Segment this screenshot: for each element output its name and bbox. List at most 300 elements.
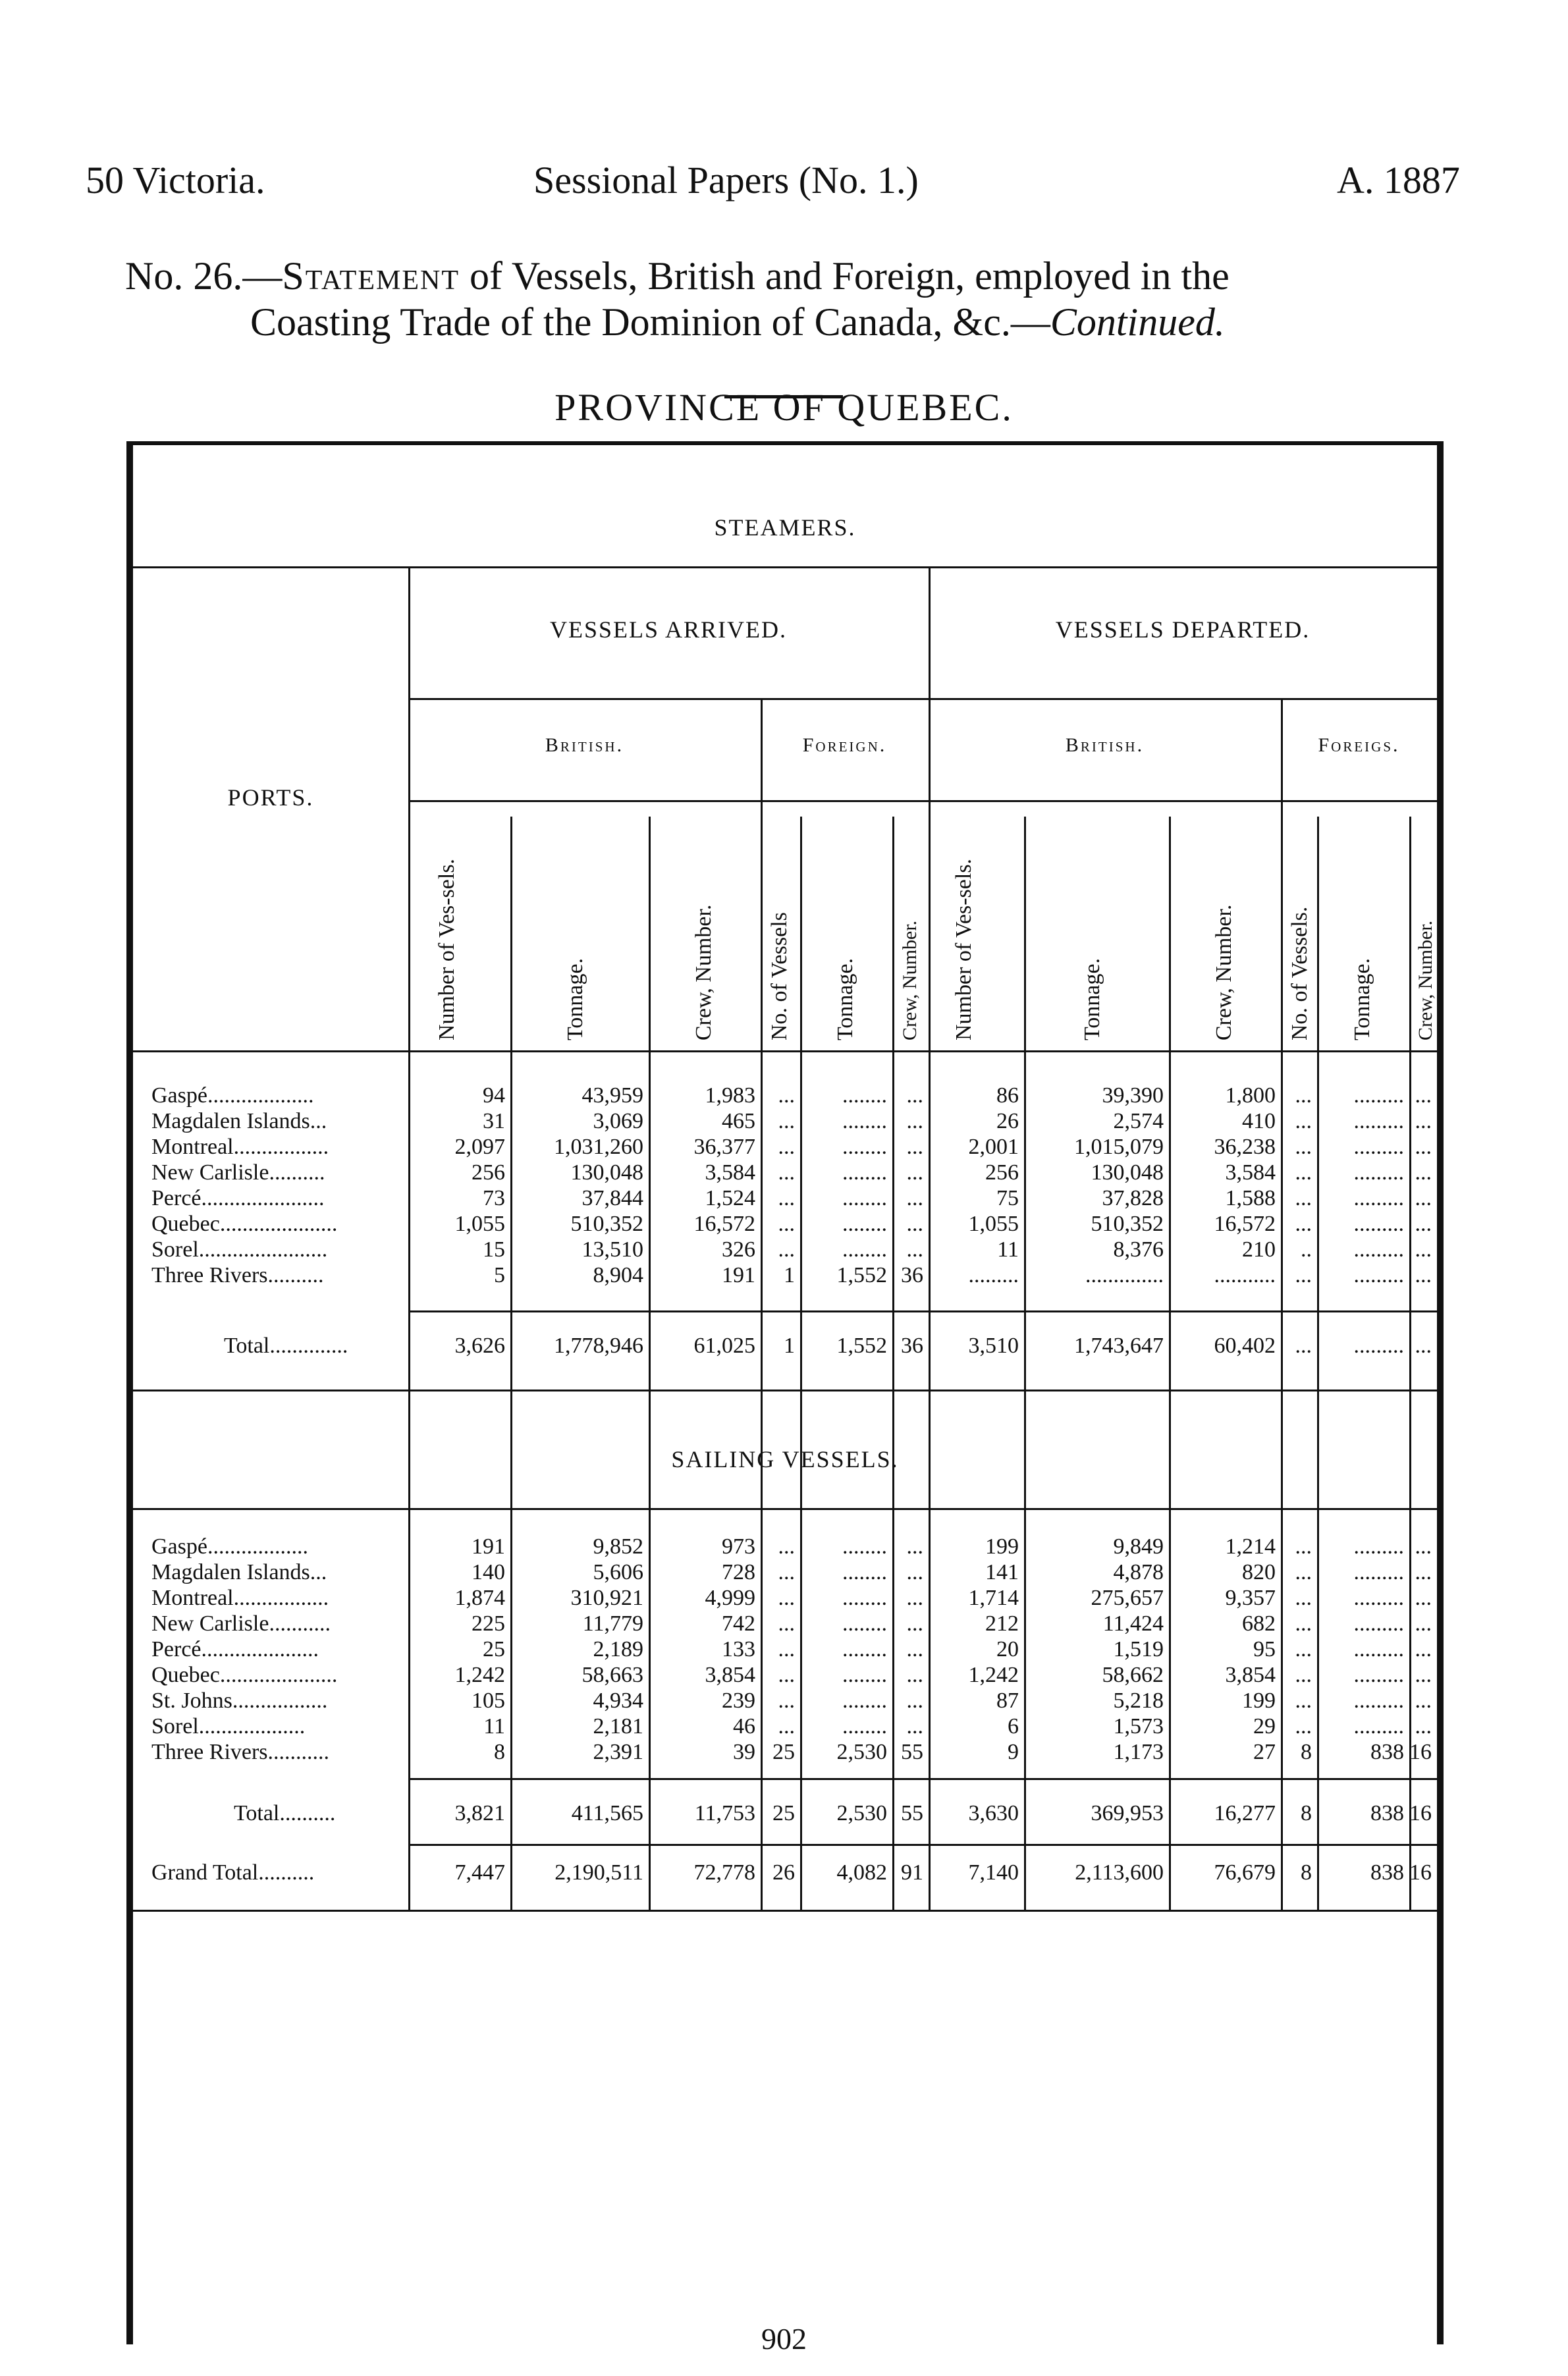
sailing-row-1-df-num: ... xyxy=(1295,1560,1312,1584)
sailing-row-3-d-ton: 11,424 xyxy=(1102,1611,1164,1636)
steamer-row-0-df-ton: ......... xyxy=(1353,1083,1404,1108)
sailing-total-row-df-num: 8 xyxy=(1301,1801,1312,1825)
title-number: No. 26.— xyxy=(125,254,283,298)
sailing-row-1-d-crew: 820 xyxy=(1242,1560,1276,1584)
sailing-row-1-d-ton: 4,878 xyxy=(1113,1560,1164,1584)
sailing-total-row-df-crew: 16 xyxy=(1409,1801,1432,1825)
steamer-row-0-a-num: 94 xyxy=(483,1083,505,1108)
sailing-row-2-d-ton: 275,657 xyxy=(1091,1586,1164,1610)
grand-total-row-df-num: 8 xyxy=(1301,1860,1312,1885)
steamer-row-1-d-num: 26 xyxy=(996,1109,1019,1133)
steamer-row-6-af-ton: ........ xyxy=(842,1237,887,1262)
title-statement: Statement xyxy=(282,254,460,298)
port-name: Quebec xyxy=(151,1212,220,1236)
steamer-row-7-df-crew: ... xyxy=(1415,1263,1432,1287)
steamer-row-4-a-num: 73 xyxy=(483,1186,505,1210)
sailing-row-5-df-crew: ... xyxy=(1415,1663,1432,1687)
steamer-row-1-a-num: 31 xyxy=(483,1109,505,1133)
sailing-row-3-a-ton: 11,779 xyxy=(582,1611,643,1636)
sailing-row-5-af-ton: ........ xyxy=(842,1663,887,1687)
steamer-row-2-df-ton: ......... xyxy=(1353,1135,1404,1159)
steamer-row-7-a-crew: 191 xyxy=(722,1263,755,1287)
steamer-row-1-af-crew: ... xyxy=(906,1109,923,1133)
sailing-sum-rule xyxy=(408,1778,1437,1780)
steamer-row-1-df-crew: ... xyxy=(1415,1109,1432,1133)
sailing-row-5-a-crew: 3,854 xyxy=(705,1663,755,1687)
sailing-row-4-df-num: ... xyxy=(1295,1637,1312,1661)
sailing-row-7-a-ton: 2,181 xyxy=(593,1714,643,1739)
sailing-row-0-d-ton: 9,849 xyxy=(1113,1534,1164,1559)
steamer-row-3-af-crew: ... xyxy=(906,1160,923,1185)
port-name: St. Johns xyxy=(151,1688,232,1713)
grand-total-row-df-crew: 16 xyxy=(1409,1860,1432,1885)
sailing-row-8-df-num: 8 xyxy=(1301,1740,1312,1764)
steamer-row-6-af-num: ... xyxy=(778,1237,795,1262)
arrived-tonnage-header: Tonnage. xyxy=(563,958,587,1040)
sailing-row-2-df-num: ... xyxy=(1295,1586,1312,1610)
port-name: Percé xyxy=(151,1637,202,1661)
sailing-row-6-af-ton: ........ xyxy=(842,1688,887,1713)
port-leader-dots: ..................... xyxy=(219,1663,338,1687)
steamer-row-2-af-num: ... xyxy=(778,1135,795,1159)
sailing-row-4-af-num: ... xyxy=(778,1637,795,1661)
port-leader-dots: ................. xyxy=(232,1688,328,1713)
steamer-row-1-af-ton: ........ xyxy=(842,1109,887,1133)
steamers-total-row-df-ton: ......... xyxy=(1353,1334,1404,1358)
departed-number-header: Number of Ves-sels. xyxy=(952,858,976,1040)
steamer-row-4-af-num: ... xyxy=(778,1186,795,1210)
port-name: Total xyxy=(224,1334,270,1358)
steamer-row-1-a-crew: 465 xyxy=(722,1109,755,1133)
steamer-row-7-af-ton: 1,552 xyxy=(836,1263,887,1287)
sailing-total-row-a-ton: 411,565 xyxy=(571,1801,643,1825)
steamer-row-3-df-ton: ......... xyxy=(1353,1160,1404,1185)
steamer-row-3-af-num: ... xyxy=(778,1160,795,1185)
sailing-row-7-df-num: ... xyxy=(1295,1714,1312,1739)
sailing-row-5-df-ton: ......... xyxy=(1353,1663,1404,1687)
steamer-row-3-d-num: 256 xyxy=(985,1160,1019,1185)
sailing-row-7-df-crew: ... xyxy=(1415,1714,1432,1739)
steamer-row-6-d-ton: 8,376 xyxy=(1113,1237,1164,1262)
steamer-row-7-d-crew: ........... xyxy=(1214,1263,1276,1287)
steamer-row-7-d-num: ......... xyxy=(968,1263,1019,1287)
steamers-total-row-a-crew: 61,025 xyxy=(693,1334,755,1358)
port-leader-dots: ....................... xyxy=(198,1237,328,1262)
steamer-row-6-df-ton: ......... xyxy=(1353,1237,1404,1262)
sailing-row-4-port xyxy=(151,1637,319,1662)
sailing-row-3-d-num: 212 xyxy=(985,1611,1019,1636)
port-leader-dots: .................. xyxy=(207,1534,308,1559)
steamer-row-3-df-crew: ... xyxy=(1415,1160,1432,1185)
title-line1-rest: of Vessels, British and Foreign, employed in the xyxy=(459,254,1230,298)
sailing-row-4-a-num: 25 xyxy=(483,1637,505,1661)
steamer-row-4-a-ton: 37,844 xyxy=(581,1186,643,1210)
grand-total-row-d-ton: 2,113,600 xyxy=(1075,1860,1164,1885)
steamers-total-row-df-crew: ... xyxy=(1415,1334,1432,1358)
sailing-row-4-af-crew: ... xyxy=(906,1637,923,1661)
steamer-row-5-d-num: 1,055 xyxy=(968,1212,1019,1236)
sailing-row-1-df-crew: ... xyxy=(1415,1560,1432,1584)
port-name: Three Rivers xyxy=(151,1740,268,1764)
port-leader-dots: .......... xyxy=(258,1860,315,1885)
steamer-row-4-port xyxy=(151,1186,325,1211)
header-bottom-rule xyxy=(133,1050,1437,1052)
steamer-row-3-a-ton: 130,048 xyxy=(570,1160,643,1185)
steamer-row-4-d-ton: 37,828 xyxy=(1102,1186,1164,1210)
sailing-row-1-af-num: ... xyxy=(778,1560,795,1584)
steamers-total-row-af-ton: 1,552 xyxy=(836,1334,887,1358)
sailing-row-7-a-num: 11 xyxy=(483,1714,505,1739)
steamer-row-3-df-num: ... xyxy=(1295,1160,1312,1185)
grand-total-row-af-ton: 4,082 xyxy=(836,1860,887,1885)
sailing-row-0-port xyxy=(151,1534,308,1559)
steamer-row-4-d-num: 75 xyxy=(996,1186,1019,1210)
departed-heading: VESSELS DEPARTED. xyxy=(1055,616,1311,643)
sailing-row-6-a-ton: 4,934 xyxy=(593,1688,643,1713)
port-name: Magdalen Islands xyxy=(151,1109,310,1133)
port-name: Grand Total xyxy=(151,1860,259,1885)
steamer-row-3-af-ton: ........ xyxy=(842,1160,887,1185)
steamer-row-0-d-num: 86 xyxy=(996,1083,1019,1108)
steamer-row-0-df-crew: ... xyxy=(1415,1083,1432,1108)
sailing-row-5-af-crew: ... xyxy=(906,1663,923,1687)
sailing-row-4-d-num: 20 xyxy=(996,1637,1019,1661)
port-leader-dots: ........... xyxy=(269,1611,331,1636)
header-papers: Sessional Papers (No. 1.) xyxy=(533,159,919,202)
sailing-total-row-af-ton: 2,530 xyxy=(836,1801,887,1825)
sailing-row-3-af-crew: ... xyxy=(906,1611,923,1636)
arrived-crew-header: Crew, Number. xyxy=(691,904,716,1040)
port-leader-dots: ...................... xyxy=(201,1186,325,1210)
steamer-row-6-df-num: .. xyxy=(1301,1237,1312,1262)
sailing-row-6-df-ton: ......... xyxy=(1353,1688,1404,1713)
steamer-row-0-af-num: ... xyxy=(778,1083,795,1108)
sailing-row-0-df-num: ... xyxy=(1295,1534,1312,1559)
sailing-total-row-a-num: 3,821 xyxy=(454,1801,505,1825)
steamer-row-2-d-ton: 1,015,079 xyxy=(1074,1135,1164,1159)
steamer-row-5-af-crew: ... xyxy=(906,1212,923,1236)
sailing-row-4-df-crew: ... xyxy=(1415,1637,1432,1661)
steamer-row-4-df-num: ... xyxy=(1295,1186,1312,1210)
steamers-total-row-d-num: 3,510 xyxy=(968,1334,1019,1358)
sailing-row-3-af-num: ... xyxy=(778,1611,795,1636)
steamer-row-2-df-num: ... xyxy=(1295,1135,1312,1159)
british-departed-heading: British. xyxy=(1065,734,1145,756)
sailing-row-7-af-num: ... xyxy=(778,1714,795,1739)
steamer-row-6-a-crew: 326 xyxy=(722,1237,755,1262)
grand-total-row-af-num: 26 xyxy=(772,1860,795,1885)
sailing-row-0-d-num: 199 xyxy=(985,1534,1019,1559)
foreign-arrived-heading: Foreign. xyxy=(802,734,887,756)
port-leader-dots: .............. xyxy=(269,1334,348,1358)
sailing-row-8-af-crew: 55 xyxy=(901,1740,923,1764)
sailing-row-5-df-num: ... xyxy=(1295,1663,1312,1687)
steamer-row-4-df-ton: ......... xyxy=(1353,1186,1404,1210)
sailing-row-2-port xyxy=(151,1586,329,1611)
grand-total-row-a-num: 7,447 xyxy=(454,1860,505,1885)
sailing-row-4-d-ton: 1,519 xyxy=(1113,1637,1164,1661)
steamers-total-row-d-crew: 60,402 xyxy=(1214,1334,1276,1358)
departed-foreign-tonnage-header: Tonnage. xyxy=(1350,958,1374,1040)
steamer-row-4-af-crew: ... xyxy=(906,1186,923,1210)
port-name: Quebec xyxy=(151,1663,220,1687)
title-line-1 xyxy=(125,254,1230,299)
sailing-row-7-af-ton: ........ xyxy=(842,1714,887,1739)
port-name: Montreal xyxy=(151,1135,234,1159)
port-leader-dots: .......... xyxy=(267,1263,324,1287)
sailing-row-1-df-ton: ......... xyxy=(1353,1560,1404,1584)
steamer-row-7-af-crew: 36 xyxy=(901,1263,923,1287)
port-name: New Carlisle xyxy=(151,1611,269,1636)
sailing-row-8-af-num: 25 xyxy=(772,1740,795,1764)
port-name: Montreal xyxy=(151,1586,234,1610)
steamers-total-row-a-ton: 1,778,946 xyxy=(554,1334,643,1358)
steamer-row-1-af-num: ... xyxy=(778,1109,795,1133)
sailing-row-2-df-ton: ......... xyxy=(1353,1586,1404,1610)
port-leader-dots: ................. xyxy=(233,1135,329,1159)
steamer-row-7-d-ton: .............. xyxy=(1085,1263,1164,1287)
port-name: Gaspé xyxy=(151,1534,207,1559)
port-name: Total xyxy=(234,1801,280,1825)
steamer-row-4-df-crew: ... xyxy=(1415,1186,1432,1210)
sailing-row-8-af-ton: 2,530 xyxy=(836,1740,887,1764)
sailing-row-3-port xyxy=(151,1611,331,1636)
steamer-row-6-df-crew: ... xyxy=(1415,1237,1432,1262)
sailing-row-2-af-crew: ... xyxy=(906,1586,923,1610)
grand-total-row-d-num: 7,140 xyxy=(968,1860,1019,1885)
departed-tonnage-header: Tonnage. xyxy=(1080,958,1104,1040)
sailing-row-6-a-crew: 239 xyxy=(722,1688,755,1713)
table-frame xyxy=(126,441,1444,2344)
port-name: New Carlisle xyxy=(151,1160,269,1185)
header-session: 50 Victoria. xyxy=(86,159,265,202)
sailing-row-1-af-ton: ........ xyxy=(842,1560,887,1584)
arrived-foreign-tonnage-header: Tonnage. xyxy=(833,958,857,1040)
sailing-row-0-af-num: ... xyxy=(778,1534,795,1559)
sailing-row-6-d-num: 87 xyxy=(996,1688,1019,1713)
sailing-row-0-af-crew: ... xyxy=(906,1534,923,1559)
sailing-row-2-d-num: 1,714 xyxy=(968,1586,1019,1610)
steamer-row-1-a-ton: 3,069 xyxy=(593,1109,643,1133)
port-leader-dots: .......... xyxy=(269,1160,325,1185)
sailing-row-0-a-num: 191 xyxy=(472,1534,505,1559)
sailing-row-0-af-ton: ........ xyxy=(842,1534,887,1559)
sailing-row-3-a-crew: 742 xyxy=(722,1611,755,1636)
steamer-row-3-d-crew: 3,584 xyxy=(1225,1160,1276,1185)
sailing-row-1-a-ton: 5,606 xyxy=(593,1560,643,1584)
sailing-row-8-a-ton: 2,391 xyxy=(593,1740,643,1764)
steamer-row-0-d-crew: 1,800 xyxy=(1225,1083,1276,1108)
port-leader-dots: .......... xyxy=(279,1801,336,1825)
sailing-row-1-a-crew: 728 xyxy=(722,1560,755,1584)
sailing-row-4-af-ton: ........ xyxy=(842,1637,887,1661)
sailing-row-1-port xyxy=(151,1560,327,1585)
steamer-row-5-d-crew: 16,572 xyxy=(1214,1212,1276,1236)
steamer-row-4-d-crew: 1,588 xyxy=(1225,1186,1276,1210)
sailing-row-3-df-num: ... xyxy=(1295,1611,1312,1636)
sailing-row-8-df-crew: 16 xyxy=(1409,1740,1432,1764)
steamer-row-3-d-ton: 130,048 xyxy=(1091,1160,1164,1185)
steamer-row-7-a-ton: 8,904 xyxy=(593,1263,643,1287)
sailing-row-7-d-ton: 1,573 xyxy=(1113,1714,1164,1739)
sailing-row-6-a-num: 105 xyxy=(472,1688,505,1713)
ports-heading: PORTS. xyxy=(227,784,314,811)
steamer-row-5-port xyxy=(151,1212,337,1237)
sailing-row-6-port xyxy=(151,1688,327,1714)
steamer-row-7-df-num: ... xyxy=(1295,1263,1312,1287)
steamer-row-0-port xyxy=(151,1083,313,1108)
title-line2-main: Coasting Trade of the Dominion of Canada, &c.— xyxy=(250,300,1050,344)
sailing-row-4-df-ton: ......... xyxy=(1353,1637,1404,1661)
steamer-row-5-a-ton: 510,352 xyxy=(570,1212,643,1236)
sailing-total-row-d-ton: 369,953 xyxy=(1091,1801,1164,1825)
steamer-row-6-port xyxy=(151,1237,327,1262)
sailing-row-7-a-crew: 46 xyxy=(733,1714,755,1739)
steamer-row-5-df-ton: ......... xyxy=(1353,1212,1404,1236)
sailing-row-6-d-crew: 199 xyxy=(1242,1688,1276,1713)
steamers-total-row-af-crew: 36 xyxy=(901,1334,923,1358)
steamers-total-row-port xyxy=(224,1334,348,1359)
foreign-departed-heading: Foreigs. xyxy=(1318,734,1400,756)
steamer-row-3-port xyxy=(151,1160,325,1185)
arrived-foreign-no-header: No. of Vessels xyxy=(767,912,792,1040)
sailing-row-8-d-ton: 1,173 xyxy=(1113,1740,1164,1764)
sailing-row-1-a-num: 140 xyxy=(472,1560,505,1584)
sailing-row-7-df-ton: ......... xyxy=(1353,1714,1404,1739)
steamer-row-0-a-crew: 1,983 xyxy=(705,1083,755,1108)
steamer-row-5-df-crew: ... xyxy=(1415,1212,1432,1236)
port-leader-dots: ................. xyxy=(233,1586,329,1610)
grand-total-rule xyxy=(408,1844,1437,1846)
steamers-sum-rule xyxy=(408,1310,1437,1312)
steamer-row-4-af-ton: ........ xyxy=(842,1186,887,1210)
sailing-row-2-df-crew: ... xyxy=(1415,1586,1432,1610)
steamers-total-row-a-num: 3,626 xyxy=(454,1334,505,1358)
sailing-total-row-df-ton: 838 xyxy=(1370,1801,1404,1825)
sailing-row-6-af-num: ... xyxy=(778,1688,795,1713)
steamer-row-2-a-crew: 36,377 xyxy=(693,1135,755,1159)
arrived-heading: VESSELS ARRIVED. xyxy=(549,616,788,643)
sailing-row-6-df-num: ... xyxy=(1295,1688,1312,1713)
steamer-row-2-d-num: 2,001 xyxy=(968,1135,1019,1159)
sailing-row-0-df-ton: ......... xyxy=(1353,1534,1404,1559)
sailing-row-2-a-crew: 4,999 xyxy=(705,1586,755,1610)
sailing-row-5-d-crew: 3,854 xyxy=(1225,1663,1276,1687)
port-leader-dots: ..................... xyxy=(201,1637,319,1661)
sailing-row-0-a-crew: 973 xyxy=(722,1534,755,1559)
steamer-row-0-d-ton: 39,390 xyxy=(1102,1083,1164,1108)
sailing-total-row-af-crew: 55 xyxy=(901,1801,923,1825)
grand-total-row-port xyxy=(151,1860,314,1885)
steamer-row-1-df-ton: ......... xyxy=(1353,1109,1404,1133)
steamer-row-1-d-crew: 410 xyxy=(1242,1109,1276,1133)
steamer-row-2-af-ton: ........ xyxy=(842,1135,887,1159)
steamer-row-2-af-crew: ... xyxy=(906,1135,923,1159)
steamer-row-2-a-num: 2,097 xyxy=(454,1135,505,1159)
steamer-row-6-a-num: 15 xyxy=(483,1237,505,1262)
steamers-heading: STEAMERS. xyxy=(714,514,856,541)
sailing-row-2-a-num: 1,874 xyxy=(454,1586,505,1610)
steamers-total-row-d-ton: 1,743,647 xyxy=(1074,1334,1164,1358)
port-leader-dots: ........... xyxy=(267,1740,330,1764)
steamer-row-1-port xyxy=(151,1109,327,1134)
port-name: Sorel xyxy=(151,1237,199,1262)
page-number: 902 xyxy=(761,2322,807,2356)
steamer-row-0-af-crew: ... xyxy=(906,1083,923,1108)
port-leader-dots: ... xyxy=(310,1109,327,1133)
sailing-row-7-af-crew: ... xyxy=(906,1714,923,1739)
sailing-row-2-af-ton: ........ xyxy=(842,1586,887,1610)
port-name: Sorel xyxy=(151,1714,199,1739)
sailing-row-5-af-num: ... xyxy=(778,1663,795,1687)
sailing-row-7-d-crew: 29 xyxy=(1253,1714,1276,1739)
sailing-row-3-df-crew: ... xyxy=(1415,1611,1432,1636)
sailing-row-8-d-crew: 27 xyxy=(1253,1740,1276,1764)
sailing-row-4-d-crew: 95 xyxy=(1253,1637,1276,1661)
sailing-row-0-d-crew: 1,214 xyxy=(1225,1534,1276,1559)
sailing-rule xyxy=(133,1508,1437,1510)
port-name: Magdalen Islands xyxy=(151,1560,310,1584)
title-line2-italic: Continued. xyxy=(1050,300,1225,344)
sailing-row-3-df-ton: ......... xyxy=(1353,1611,1404,1636)
port-name: Percé xyxy=(151,1186,202,1210)
province-heading: PROVINCE OF QUEBEC. xyxy=(554,386,1014,429)
sailing-row-2-d-crew: 9,357 xyxy=(1225,1586,1276,1610)
steamer-row-3-a-crew: 3,584 xyxy=(705,1160,755,1185)
arrived-foreign-crew-header: Crew, Number. xyxy=(899,920,921,1040)
sailing-row-1-d-num: 141 xyxy=(985,1560,1019,1584)
steamer-row-6-d-crew: 210 xyxy=(1242,1237,1276,1262)
grand-total-row-a-ton: 2,190,511 xyxy=(554,1860,643,1885)
sailing-row-7-port xyxy=(151,1714,305,1739)
steamer-row-2-d-crew: 36,238 xyxy=(1214,1135,1276,1159)
departed-crew-header: Crew, Number. xyxy=(1212,904,1236,1040)
steamer-row-4-a-crew: 1,524 xyxy=(705,1186,755,1210)
british-arrived-heading: British. xyxy=(545,734,624,756)
steamer-row-5-a-num: 1,055 xyxy=(454,1212,505,1236)
departed-foreign-crew-header: Crew, Number. xyxy=(1415,920,1436,1040)
sailing-row-3-af-ton: ........ xyxy=(842,1611,887,1636)
steamer-row-2-df-crew: ... xyxy=(1415,1135,1432,1159)
sailing-row-4-a-ton: 2,189 xyxy=(593,1637,643,1661)
sailing-row-5-d-num: 1,242 xyxy=(968,1663,1019,1687)
port-name: Three Rivers xyxy=(151,1263,268,1287)
port-leader-dots: ................... xyxy=(207,1083,314,1108)
sailing-row-5-a-ton: 58,663 xyxy=(581,1663,643,1687)
steamer-row-5-d-ton: 510,352 xyxy=(1091,1212,1164,1236)
table-bottom-rule xyxy=(133,1910,1437,1912)
sailing-row-6-df-crew: ... xyxy=(1415,1688,1432,1713)
sailing-row-6-d-ton: 5,218 xyxy=(1113,1688,1164,1713)
steamer-row-1-d-ton: 2,574 xyxy=(1113,1109,1164,1133)
steamer-row-5-af-ton: ........ xyxy=(842,1212,887,1236)
grand-total-row-d-crew: 76,679 xyxy=(1214,1860,1276,1885)
steamer-row-6-d-num: 11 xyxy=(997,1237,1019,1262)
sailing-row-0-a-ton: 9,852 xyxy=(593,1534,643,1559)
steamer-row-3-a-num: 256 xyxy=(472,1160,505,1185)
header-year: A. 1887 xyxy=(1337,159,1460,202)
sailing-row-3-d-crew: 682 xyxy=(1242,1611,1276,1636)
steamer-row-0-a-ton: 43,959 xyxy=(581,1083,643,1108)
steamer-row-7-df-ton: ......... xyxy=(1353,1263,1404,1287)
sailing-total-row-d-crew: 16,277 xyxy=(1214,1801,1276,1825)
sailing-total-row-d-num: 3,630 xyxy=(968,1801,1019,1825)
steamers-end-rule xyxy=(133,1390,1437,1391)
departed-foreign-no-header: No. of Vessels. xyxy=(1287,906,1312,1040)
sailing-row-5-port xyxy=(151,1663,337,1688)
steamer-row-1-df-num: ... xyxy=(1295,1109,1312,1133)
sailing-total-row-af-num: 25 xyxy=(772,1801,795,1825)
